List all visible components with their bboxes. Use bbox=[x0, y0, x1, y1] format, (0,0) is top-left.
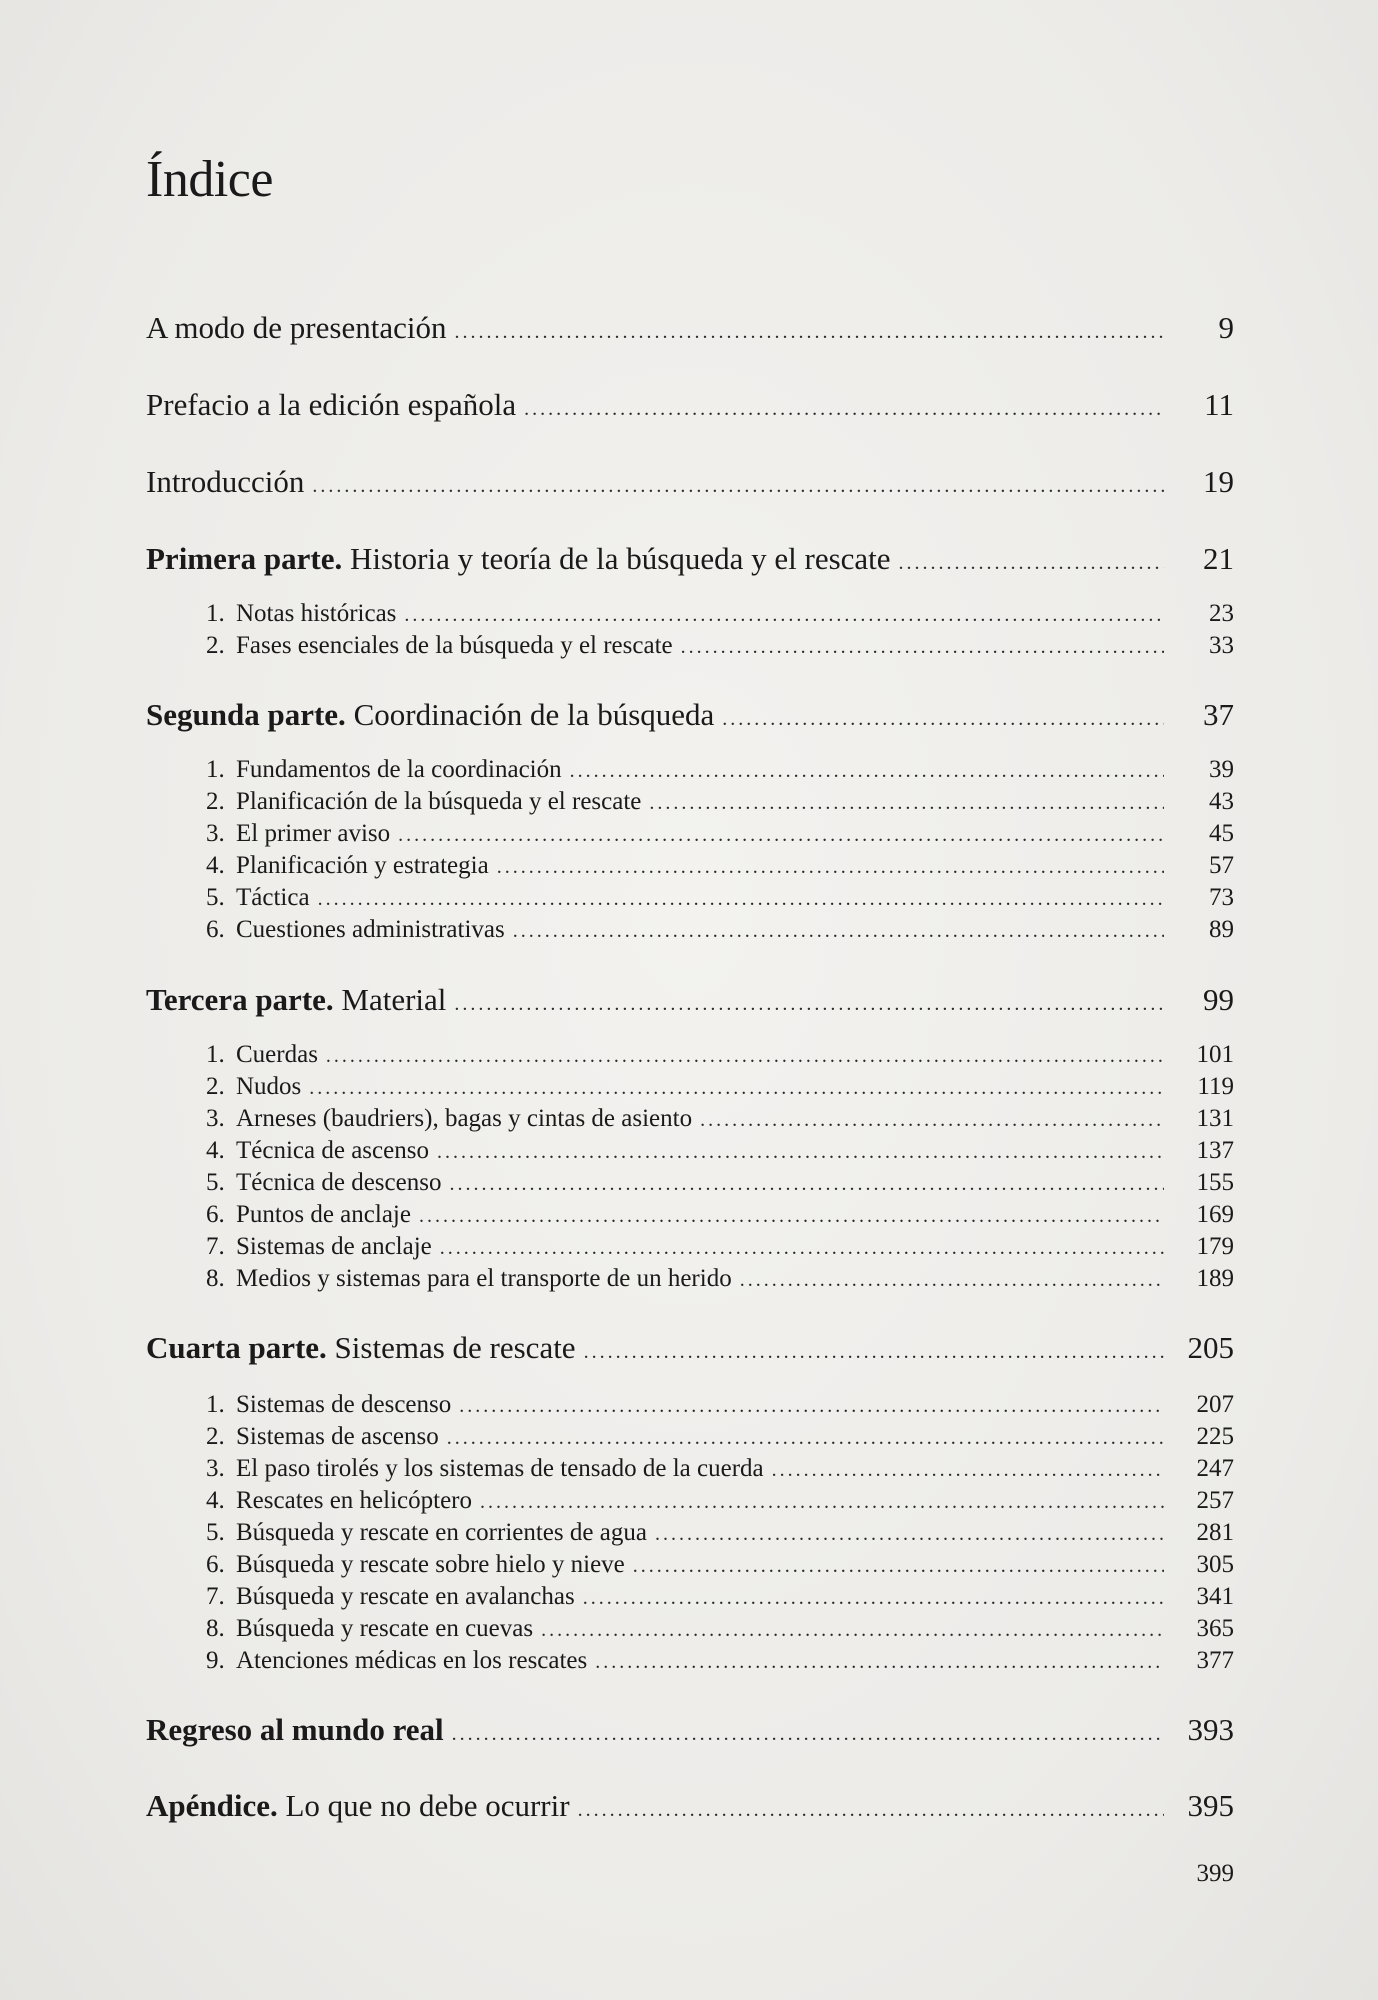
part-title: Material bbox=[333, 982, 447, 1017]
toc-item bbox=[206, 1233, 1234, 1261]
toc-page-number: 393 bbox=[1187, 1712, 1234, 1747]
toc-page-number: 189 bbox=[1196, 1265, 1234, 1292]
leader-dots bbox=[655, 1523, 1164, 1546]
toc-page-number: 9 bbox=[1218, 310, 1234, 345]
toc-item bbox=[206, 632, 1234, 660]
final-page-number: 399 bbox=[1196, 1860, 1234, 1887]
leader-dots bbox=[326, 1045, 1164, 1068]
toc-item bbox=[206, 1041, 1234, 1069]
leader-dots bbox=[454, 321, 1164, 344]
toc-item bbox=[206, 1391, 1234, 1419]
item-number: 5. bbox=[206, 884, 225, 911]
toc-item bbox=[206, 1615, 1234, 1643]
toc-page-number: 207 bbox=[1196, 1391, 1234, 1418]
part-title: Lo que no debe ocurrir bbox=[277, 1788, 570, 1823]
toc-page-number: 155 bbox=[1196, 1169, 1234, 1196]
item-label: Arneses (baudriers), bagas y cintas de asiento bbox=[236, 1105, 693, 1132]
item-number: 5. bbox=[206, 1169, 225, 1196]
toc-part-segunda bbox=[146, 697, 1234, 733]
toc-page-number: 305 bbox=[1196, 1551, 1234, 1578]
part-heading: Tercera parte. bbox=[146, 982, 334, 1017]
toc-page-number: 119 bbox=[1197, 1073, 1234, 1100]
item-label: Sistemas de ascenso bbox=[236, 1423, 439, 1450]
item-number: 6. bbox=[206, 1551, 225, 1578]
leader-dots bbox=[437, 1141, 1164, 1164]
item-label: El primer aviso bbox=[236, 820, 391, 847]
leader-dots bbox=[649, 792, 1164, 815]
toc-page-number: 37 bbox=[1203, 697, 1234, 732]
toc-part-label bbox=[146, 697, 714, 733]
toc-item bbox=[206, 1105, 1234, 1133]
item-number: 1. bbox=[206, 1391, 225, 1418]
item-label: Táctica bbox=[236, 884, 310, 911]
item-number: 8. bbox=[206, 1615, 225, 1642]
item-label: Puntos de anclaje bbox=[236, 1201, 411, 1228]
item-number: 5. bbox=[206, 1519, 225, 1546]
leader-dots bbox=[584, 1341, 1164, 1364]
item-label: Fundamentos de la coordinación bbox=[236, 756, 562, 783]
toc-item bbox=[206, 1487, 1234, 1515]
leader-dots bbox=[722, 708, 1164, 731]
toc-item bbox=[206, 916, 1234, 944]
toc-item bbox=[206, 756, 1234, 784]
toc-item bbox=[206, 820, 1234, 848]
part-heading: Cuarta parte. bbox=[146, 1330, 327, 1365]
item-label: Planificación y estrategia bbox=[236, 852, 489, 879]
toc-page-number: 33 bbox=[1209, 632, 1234, 659]
item-number: 1. bbox=[206, 1041, 225, 1068]
item-number: 1. bbox=[206, 600, 225, 627]
leader-dots bbox=[318, 888, 1164, 911]
toc-entry-presentacion bbox=[146, 310, 1234, 346]
toc-page-number: 257 bbox=[1196, 1487, 1234, 1514]
leader-dots bbox=[700, 1109, 1164, 1132]
leader-dots bbox=[398, 824, 1164, 847]
toc-part-cuarta bbox=[146, 1330, 1234, 1366]
part-heading: Primera parte. bbox=[146, 541, 343, 576]
part-title: Coordinación de la búsqueda bbox=[345, 697, 715, 732]
toc-page-number: 101 bbox=[1196, 1041, 1234, 1068]
toc-page-number: 225 bbox=[1196, 1423, 1234, 1450]
part-heading: Segunda parte. bbox=[146, 697, 346, 732]
item-number: 3. bbox=[206, 1455, 225, 1482]
toc-item bbox=[206, 1201, 1234, 1229]
toc-page-number: 73 bbox=[1209, 884, 1234, 911]
item-label: Notas históricas bbox=[236, 600, 397, 627]
item-number: 6. bbox=[206, 1201, 225, 1228]
toc-page-number: 137 bbox=[1196, 1137, 1234, 1164]
item-number: 3. bbox=[206, 820, 225, 847]
item-number: 2. bbox=[206, 1073, 225, 1100]
item-label: El paso tirolés y los sistemas de tensado de la cuerda bbox=[236, 1455, 764, 1482]
page-title: Índice bbox=[146, 151, 273, 208]
toc-page-number: 341 bbox=[1196, 1583, 1234, 1610]
item-label: Atenciones médicas en los rescates bbox=[236, 1647, 588, 1674]
toc-page-number: 205 bbox=[1187, 1330, 1234, 1365]
item-label: Búsqueda y rescate en corrientes de agua bbox=[236, 1519, 647, 1546]
leader-dots bbox=[578, 1799, 1164, 1822]
toc-entry-introduccion bbox=[146, 464, 1234, 500]
toc-page-number: 365 bbox=[1196, 1615, 1234, 1642]
item-number: 4. bbox=[206, 1487, 225, 1514]
leader-dots bbox=[681, 636, 1164, 659]
toc-item bbox=[206, 1073, 1234, 1101]
leader-dots bbox=[480, 1491, 1164, 1514]
item-label: Búsqueda y rescate en avalanchas bbox=[236, 1583, 575, 1610]
item-number: 4. bbox=[206, 1137, 225, 1164]
toc-page-number: 179 bbox=[1196, 1233, 1234, 1260]
toc-page-number: 57 bbox=[1209, 852, 1234, 879]
leader-dots bbox=[459, 1395, 1164, 1418]
toc-entry-label: A modo de presentación bbox=[146, 310, 447, 345]
leader-dots bbox=[570, 760, 1164, 783]
toc-item bbox=[206, 1519, 1234, 1547]
item-label: Sistemas de descenso bbox=[236, 1391, 452, 1418]
toc-part-label bbox=[146, 1330, 576, 1366]
item-number: 2. bbox=[206, 788, 225, 815]
item-number: 7. bbox=[206, 1583, 225, 1610]
leader-dots bbox=[447, 1427, 1164, 1450]
toc-item bbox=[206, 1551, 1234, 1579]
leader-dots bbox=[513, 920, 1164, 943]
item-number: 8. bbox=[206, 1265, 225, 1292]
item-label: Búsqueda y rescate en cuevas bbox=[236, 1615, 534, 1642]
toc-page-number: 169 bbox=[1196, 1201, 1234, 1228]
toc-part-label bbox=[146, 1788, 570, 1824]
item-number: 3. bbox=[206, 1105, 225, 1132]
item-number: 1. bbox=[206, 756, 225, 783]
toc-page-number: 99 bbox=[1203, 982, 1234, 1017]
toc-item bbox=[206, 788, 1234, 816]
item-label: Cuerdas bbox=[236, 1041, 318, 1068]
toc-part-primera bbox=[146, 541, 1234, 577]
item-label: Fases esenciales de la búsqueda y el rescate bbox=[236, 632, 673, 659]
toc-entry-regreso bbox=[146, 1712, 1234, 1748]
leader-dots bbox=[452, 1723, 1164, 1746]
item-label: Cuestiones administrativas bbox=[236, 916, 505, 943]
toc-page-number: 21 bbox=[1203, 541, 1234, 576]
leader-dots bbox=[449, 1173, 1164, 1196]
item-label: Sistemas de anclaje bbox=[236, 1233, 432, 1260]
toc-item bbox=[206, 1647, 1234, 1675]
item-number: 7. bbox=[206, 1233, 225, 1260]
item-label: Planificación de la búsqueda y el rescate bbox=[236, 788, 642, 815]
leader-dots bbox=[772, 1459, 1164, 1482]
toc-page-number: 131 bbox=[1196, 1105, 1234, 1132]
toc-item bbox=[206, 1265, 1234, 1293]
leader-dots bbox=[740, 1269, 1164, 1292]
item-label: Nudos bbox=[236, 1073, 302, 1100]
part-heading: Apéndice. bbox=[146, 1788, 278, 1823]
toc-page-number: 19 bbox=[1203, 464, 1234, 499]
leader-dots bbox=[497, 856, 1164, 879]
toc-entry-label: Prefacio a la edición española bbox=[146, 387, 517, 422]
toc-item bbox=[206, 884, 1234, 912]
leader-dots bbox=[404, 604, 1164, 627]
item-number: 9. bbox=[206, 1647, 225, 1674]
leader-dots bbox=[312, 475, 1164, 498]
toc-page-number: 23 bbox=[1209, 600, 1234, 627]
toc-item bbox=[206, 1169, 1234, 1197]
toc-entry-label: Introducción bbox=[146, 464, 305, 499]
toc-part-label bbox=[146, 1712, 444, 1748]
item-label: Técnica de ascenso bbox=[236, 1137, 429, 1164]
toc-entry-prefacio bbox=[146, 387, 1234, 423]
toc-part-label bbox=[146, 541, 891, 577]
toc-page-number: 39 bbox=[1209, 756, 1234, 783]
item-label: Técnica de descenso bbox=[236, 1169, 442, 1196]
toc-part-tercera bbox=[146, 982, 1234, 1018]
leader-dots bbox=[440, 1237, 1164, 1260]
toc-page-number: 377 bbox=[1196, 1647, 1234, 1674]
leader-dots bbox=[633, 1555, 1164, 1578]
toc-item bbox=[206, 1455, 1234, 1483]
leader-dots bbox=[419, 1205, 1164, 1228]
leader-dots bbox=[595, 1651, 1164, 1674]
item-label: Rescates en helicóptero bbox=[236, 1487, 473, 1514]
leader-dots bbox=[583, 1587, 1164, 1610]
toc-part-label bbox=[146, 982, 446, 1018]
toc-page-number: 45 bbox=[1209, 820, 1234, 847]
item-label: Búsqueda y rescate sobre hielo y nieve bbox=[236, 1551, 625, 1578]
toc-page-number: 89 bbox=[1209, 916, 1234, 943]
item-number: 4. bbox=[206, 852, 225, 879]
part-title: Historia y teoría de la búsqueda y el rescate bbox=[342, 541, 891, 576]
toc-page-number: 43 bbox=[1209, 788, 1234, 815]
part-title: Sistemas de rescate bbox=[326, 1330, 576, 1365]
item-label: Medios y sistemas para el transporte de un herido bbox=[236, 1265, 732, 1292]
toc-page-number: 11 bbox=[1204, 387, 1234, 422]
leader-dots bbox=[454, 993, 1164, 1016]
toc-item bbox=[206, 1583, 1234, 1611]
toc-page-number: 247 bbox=[1196, 1455, 1234, 1482]
leader-dots bbox=[541, 1619, 1164, 1642]
toc-item bbox=[206, 1423, 1234, 1451]
toc-item bbox=[206, 1137, 1234, 1165]
toc-item bbox=[206, 600, 1234, 628]
leader-dots bbox=[899, 552, 1164, 575]
leader-dots bbox=[309, 1077, 1164, 1100]
item-number: 2. bbox=[206, 632, 225, 659]
toc-page-number: 395 bbox=[1187, 1788, 1234, 1823]
leader-dots bbox=[524, 398, 1164, 421]
part-heading: Regreso al mundo real bbox=[146, 1712, 444, 1747]
toc-item bbox=[206, 852, 1234, 880]
item-number: 6. bbox=[206, 916, 225, 943]
toc-entry-apendice bbox=[146, 1788, 1234, 1824]
toc-page-number: 281 bbox=[1196, 1519, 1234, 1546]
item-number: 2. bbox=[206, 1423, 225, 1450]
